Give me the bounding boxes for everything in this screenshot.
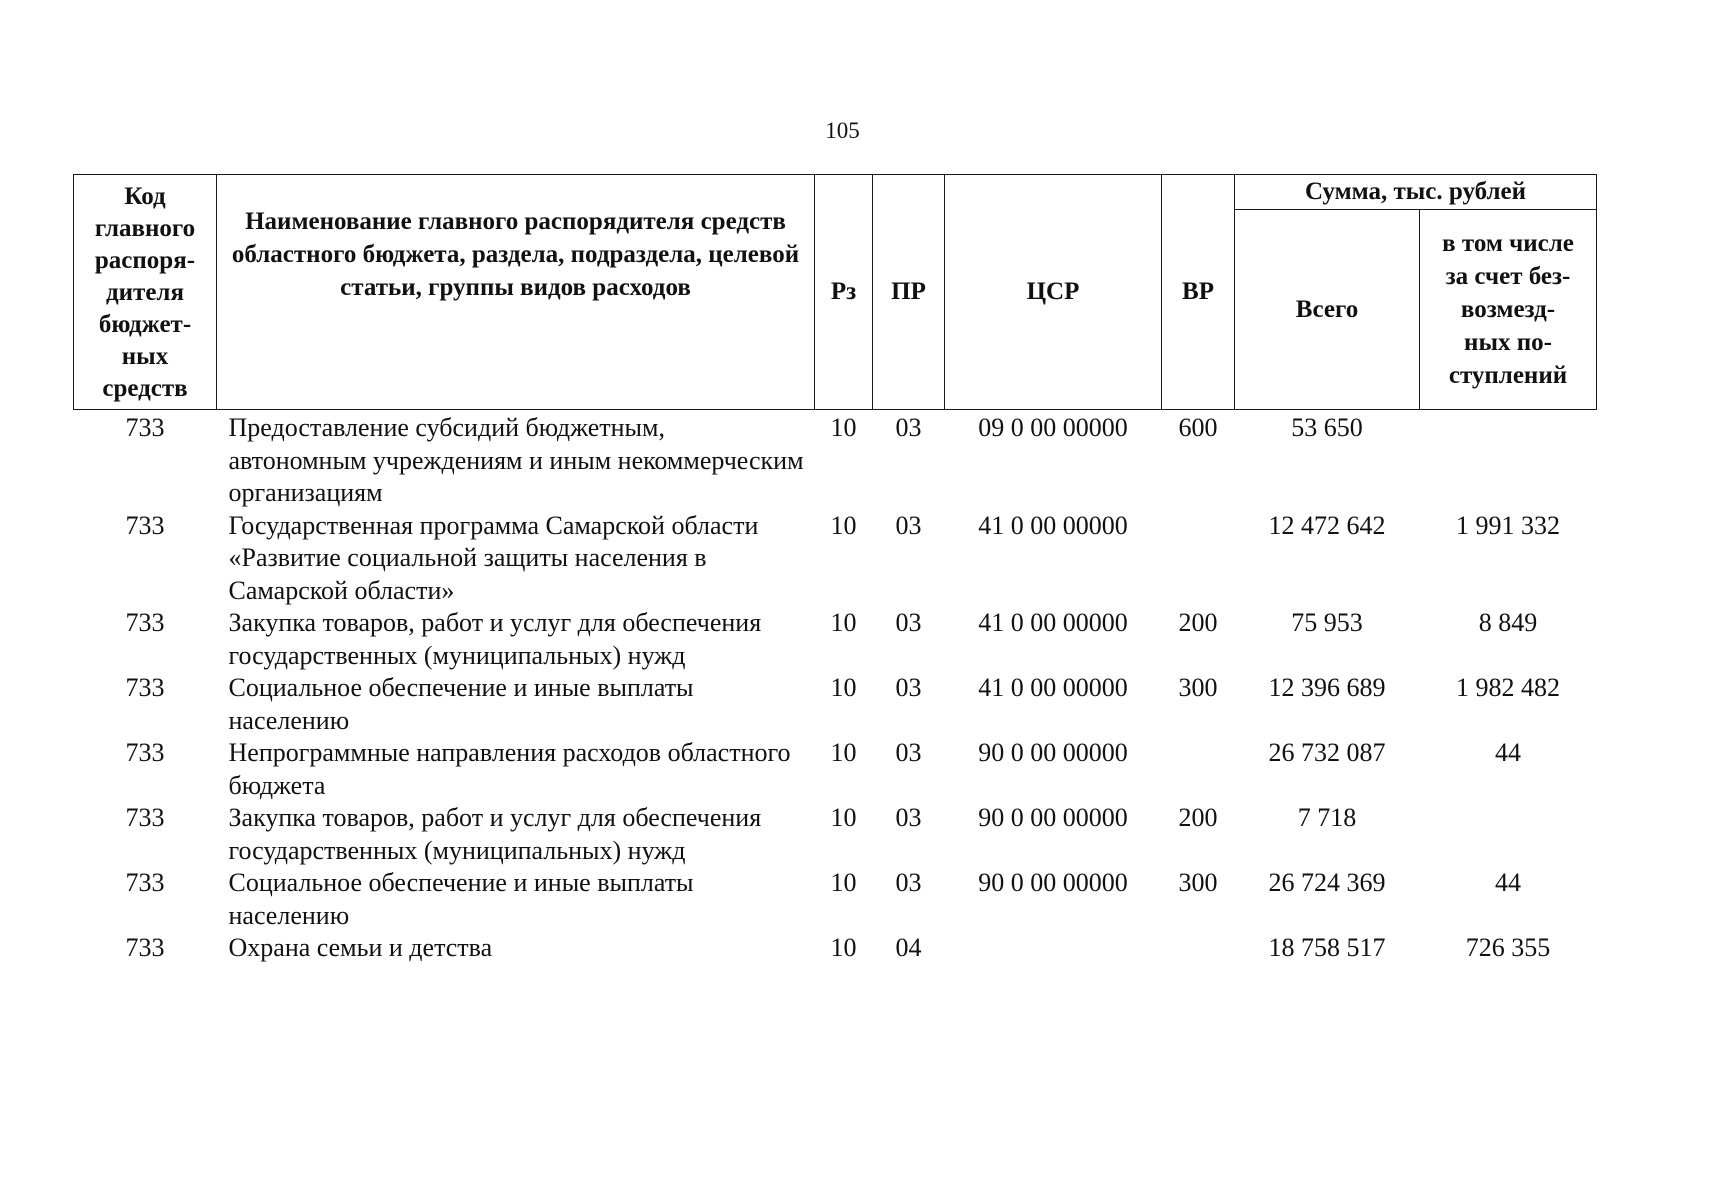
- cell-total: 12 472 642: [1268, 510, 1386, 540]
- cell-csr: [945, 932, 1162, 965]
- cell-pr: 03: [895, 673, 922, 702]
- header-grant: [1420, 210, 1597, 410]
- cell-grant: 44: [1495, 738, 1521, 767]
- cell-csr: 90 0 00 00000: [978, 868, 1128, 897]
- cell-vr: 200: [1178, 803, 1218, 832]
- cell-csr: 90 0 00 00000: [978, 738, 1128, 767]
- cell-csr: 09 0 00 00000: [978, 413, 1128, 442]
- cell-name: Охрана семьи и детства: [228, 933, 493, 962]
- cell-name: Социальное обеспечение и иные выплаты населению: [228, 673, 694, 735]
- cell-name: Непрограммные направления расходов областного бюджета: [228, 738, 791, 800]
- header-rz: Рз: [815, 175, 873, 410]
- table-row: [74, 510, 1597, 608]
- table-row: [74, 932, 1597, 965]
- cell-code: 733: [125, 868, 165, 897]
- cell-grant: 726 355: [1465, 933, 1551, 962]
- header-code: [74, 175, 217, 410]
- cell-rz: 10: [830, 868, 857, 897]
- cell-rz: 10: [830, 673, 857, 702]
- cell-total: 7 718: [1297, 803, 1357, 832]
- cell-name: Закупка товаров, работ и услуг для обеспечения государственных (муниципальных) нужд: [228, 803, 762, 865]
- header-name: Наименование главного распорядителя средств областного бюджета, раздела, подраздела, целевой статьи, группы видов расходов: [217, 175, 815, 410]
- header-sum: Сумма, тыс. рублей: [1235, 175, 1597, 210]
- cell-pr: 03: [895, 608, 922, 637]
- cell-pr: 03: [895, 738, 922, 767]
- table-header: [74, 175, 1597, 410]
- cell-grant: [1420, 802, 1597, 867]
- cell-csr: 41 0 00 00000: [978, 673, 1128, 702]
- cell-name: Закупка товаров, работ и услуг для обеспечения государственных (муниципальных) нужд: [228, 608, 762, 670]
- header-csr: ЦСР: [945, 175, 1162, 410]
- cell-vr: 600: [1178, 413, 1218, 442]
- header-grant-line: в том числе за счет без- возмезд- ных по- ступлений: [1442, 230, 1574, 389]
- cell-pr: 03: [895, 803, 922, 832]
- cell-total: 26 732 087: [1268, 738, 1386, 767]
- cell-total: 75 953: [1291, 608, 1363, 637]
- cell-pr: 03: [895, 868, 922, 897]
- cell-code: 733: [125, 510, 165, 540]
- table-body: [74, 410, 1597, 965]
- cell-vr: [1162, 510, 1235, 608]
- cell-code: 733: [125, 738, 165, 767]
- cell-code: 733: [125, 803, 165, 832]
- cell-code: 733: [125, 673, 165, 702]
- cell-grant: 1 982 482: [1456, 673, 1560, 702]
- cell-code: 733: [125, 413, 165, 442]
- cell-rz: 10: [830, 933, 857, 962]
- cell-vr: 200: [1178, 608, 1218, 637]
- table-row: [74, 672, 1597, 737]
- cell-rz: 10: [830, 608, 857, 637]
- cell-pr: 03: [895, 413, 922, 442]
- cell-vr: [1162, 932, 1235, 965]
- table-row: [74, 867, 1597, 932]
- cell-rz: 10: [830, 738, 857, 767]
- header-code-line: Код главного распоря- дителя бюджет- ных средств: [94, 183, 196, 402]
- cell-vr: [1162, 737, 1235, 802]
- cell-grant: 1 991 332: [1456, 510, 1560, 540]
- cell-pr: 04: [895, 933, 922, 962]
- cell-total: 53 650: [1291, 413, 1363, 442]
- cell-rz: 10: [830, 510, 857, 540]
- table-row: [74, 802, 1597, 867]
- table-row: [74, 737, 1597, 802]
- cell-rz: 10: [830, 803, 857, 832]
- cell-csr: 90 0 00 00000: [978, 803, 1128, 832]
- cell-csr: 41 0 00 00000: [978, 510, 1128, 540]
- cell-total: 12 396 689: [1268, 673, 1386, 702]
- cell-grant: 8 849: [1478, 608, 1538, 637]
- budget-table: [73, 174, 1597, 965]
- cell-grant: [1420, 410, 1597, 510]
- table-row: [74, 410, 1597, 510]
- cell-total: 18 758 517: [1268, 933, 1386, 962]
- cell-total: 26 724 369: [1268, 868, 1386, 897]
- header-total: Всего: [1235, 210, 1420, 410]
- table-row: [74, 607, 1597, 672]
- cell-code: 733: [125, 933, 165, 962]
- cell-pr: 03: [895, 510, 922, 540]
- cell-rz: 10: [830, 413, 857, 442]
- cell-grant: 44: [1495, 868, 1521, 897]
- cell-name: Государственная программа Самарской области «Развитие социальной защиты населения в Самарской области»: [228, 510, 759, 605]
- header-vr: ВР: [1162, 175, 1235, 410]
- cell-name: Предоставление субсидий бюджетным, автономным учреждениям и иным некоммерческим организациям: [228, 413, 804, 507]
- cell-name: Социальное обеспечение и иные выплаты населению: [228, 868, 694, 930]
- cell-csr: 41 0 00 00000: [978, 608, 1128, 637]
- page-number: 105: [825, 118, 860, 143]
- cell-code: 733: [125, 608, 165, 637]
- header-pr: ПР: [873, 175, 945, 410]
- cell-vr: 300: [1178, 868, 1218, 897]
- cell-vr: 300: [1178, 673, 1218, 702]
